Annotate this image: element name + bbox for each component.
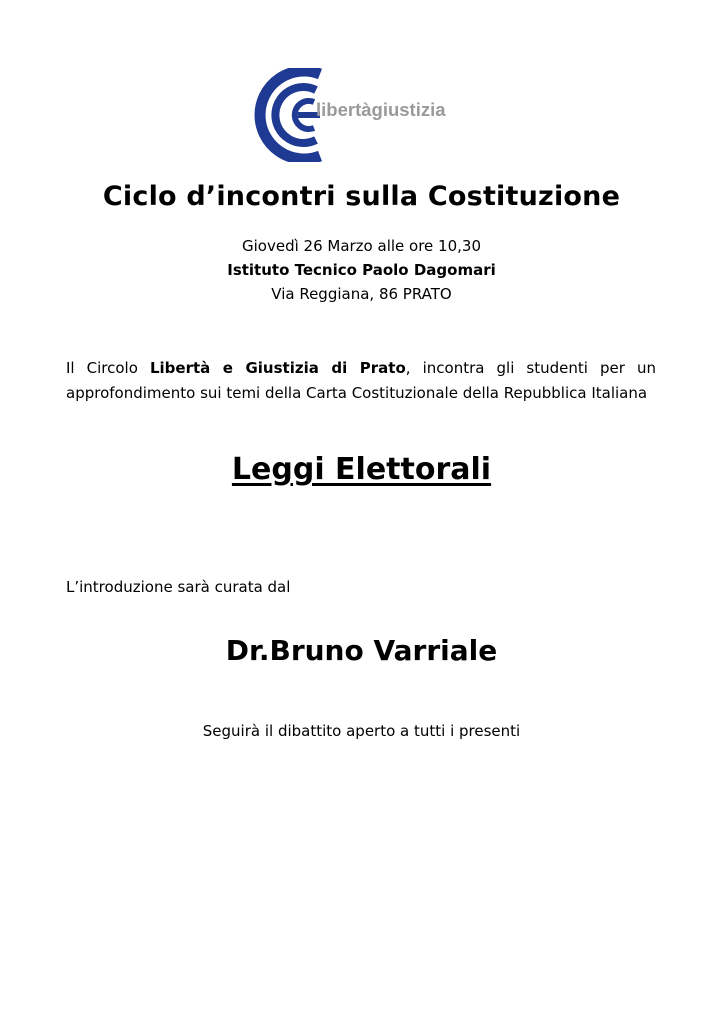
page-title: Ciclo d’incontri sulla Costituzione (102, 181, 621, 212)
intro-text-end: , incontra gli studenti per un approfondimento sui temi della Carta Costituzionale della Repubblica Italiana (66, 359, 656, 402)
event-address: Via Reggiana, 86 PRATO (271, 285, 452, 303)
logo-wordmark: libertàgiustizia (316, 99, 446, 120)
curated-by-text: L’introduzione sarà curata dal (66, 578, 291, 596)
organization-name: Libertà e Giustizia di Prato (149, 359, 406, 377)
intro-paragraph (66, 356, 656, 405)
closing-text: Seguirà il dibattito aperto a tutti i presenti (202, 722, 521, 740)
event-date: Giovedì 26 Marzo alle ore 10,30 (242, 237, 481, 255)
speaker-name: Dr.Bruno Varriale (225, 634, 498, 667)
intro-text-start: Il Circolo (66, 359, 150, 377)
event-venue: Istituto Tecnico Paolo Dagomari (227, 261, 496, 279)
topic-heading: Leggi Elettorali (231, 452, 492, 487)
libertaegiustizia-logo (228, 68, 500, 162)
